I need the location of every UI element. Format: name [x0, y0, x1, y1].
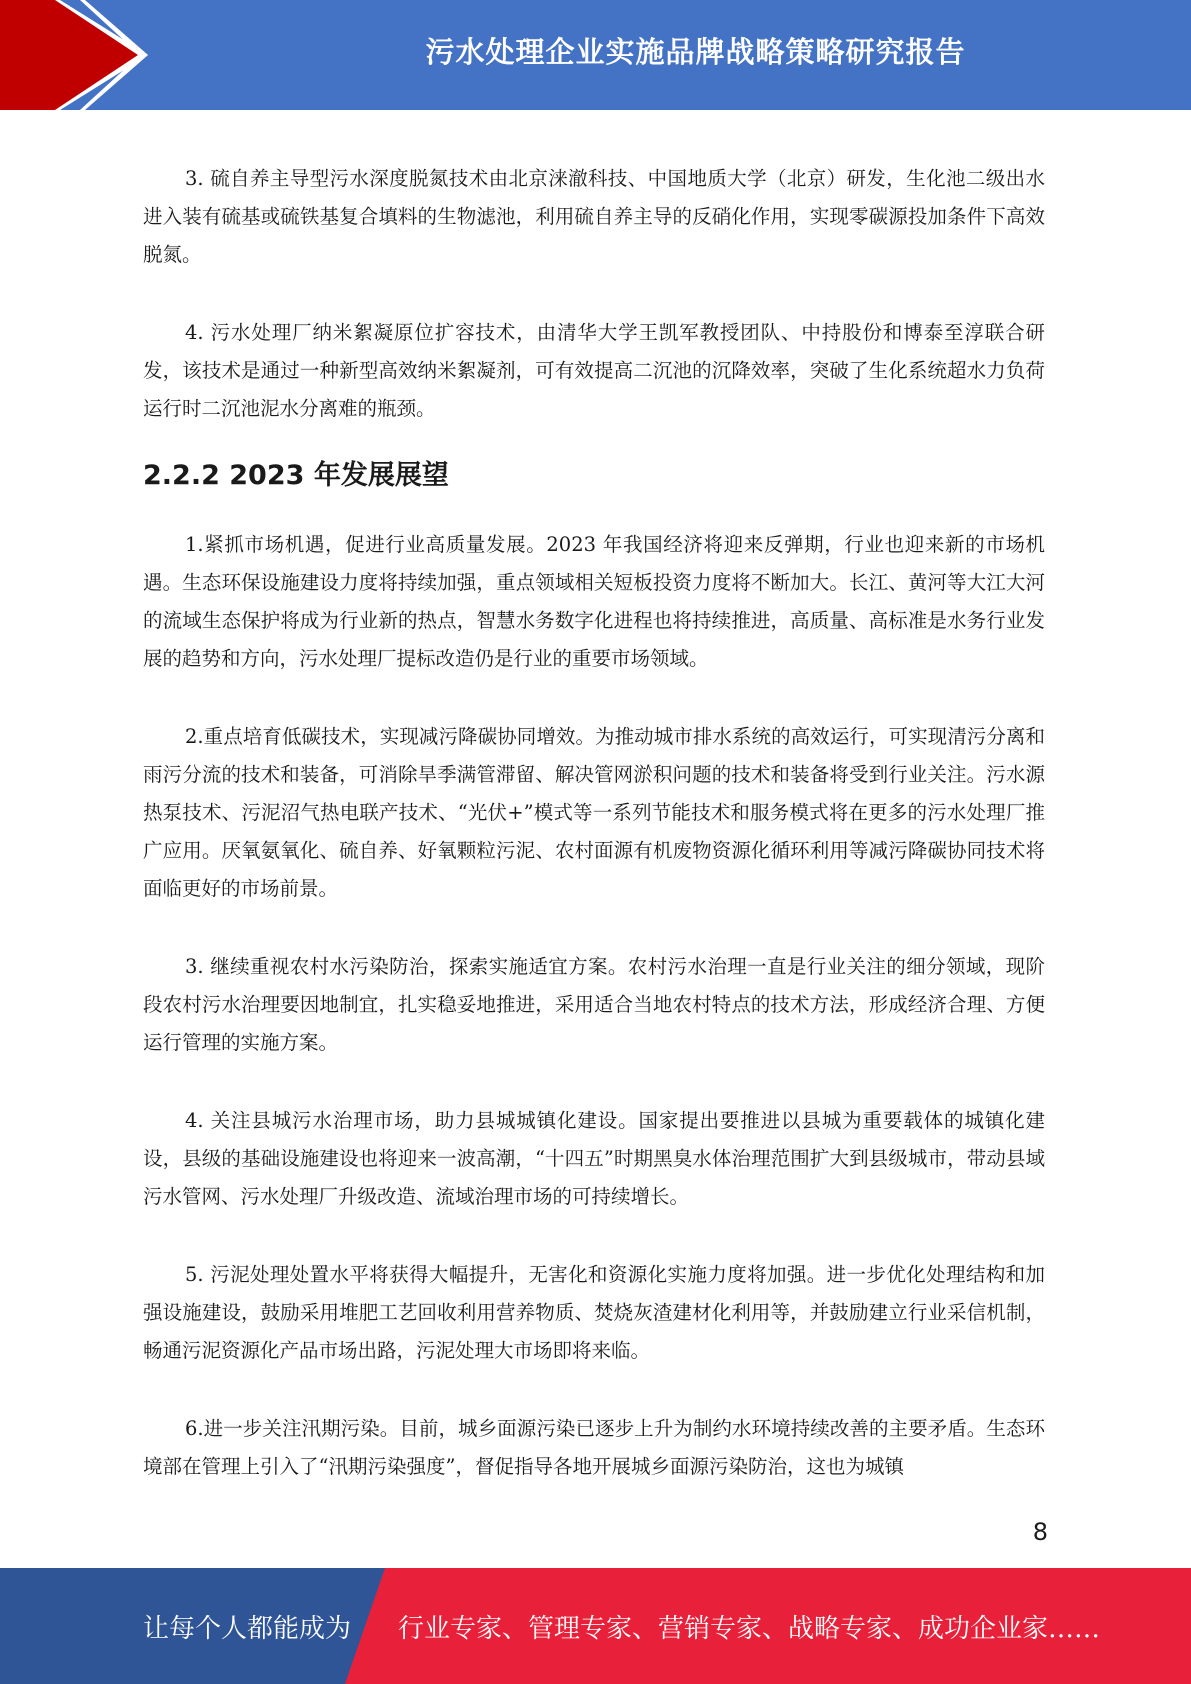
- page-body: [143, 160, 1045, 1486]
- paragraph: 3. 继续重视农村水污染防治，探索实施适宜方案。农村污水治理一直是行业关注的细分领域，现阶段农村污水治理要因地制宜，扎实稳妥地推进，采用适合当地农村特点的技术方法，形成经济合理、方便运行管理的实施方案。: [143, 955, 1045, 1054]
- footer-slogan-right: 行业专家、管理专家、营销专家、战略专家、成功企业家……: [398, 1613, 1101, 1644]
- page-number: 8: [1032, 1518, 1048, 1546]
- paragraph: 1.紧抓市场机遇，促进行业高质量发展。2023 年我国经济将迎来反弹期，行业也迎来新的市场机遇。生态环保设施建设力度将持续加强，重点领域相关短板投资力度将不断加大。长江、黄河等大江大河的流域生态保护将成为行业新的热点，智慧水务数字化进程也将持续推进，高质量、高标准是水务行业发展的趋势和方向，污水处理厂提标改造仍是行业的重要市场领域。: [143, 533, 1045, 670]
- section-heading: 2.2.2 2023 年发展展望: [143, 460, 449, 491]
- paragraph: 3. 硫自养主导型污水深度脱氮技术由北京涞澈科技、中国地质大学（北京）研发，生化池二级出水进入装有硫基或硫铁基复合填料的生物滤池，利用硫自养主导的反硝化作用，实现零碳源投加条件下高效脱氮。: [143, 167, 1045, 266]
- paragraph: 4. 污水处理厂纳米絮凝原位扩容技术，由清华大学王凯军教授团队、中持股份和博泰至淳联合研发，该技术是通过一种新型高效纳米絮凝剂，可有效提高二沉池的沉降效率，突破了生化系统超水力负荷运行时二沉池泥水分离难的瓶颈。: [143, 321, 1045, 420]
- paragraph: 2.重点培育低碳技术，实现减污降碳协同增效。为推动城市排水系统的高效运行，可实现清污分离和雨污分流的技术和装备，可消除旱季满管滞留、解决管网淤积问题的技术和装备将受到行业关注。污水源热泵技术、污泥沼气热电联产技术、“光伏+”模式等一系列节能技术和服务模式将在更多的污水处理厂推广应用。厌氧氨氧化、硫自养、好氧颗粒污泥、农村面源有机废物资源化循环利用等减污降碳协同技术将面临更好的市场前景。: [143, 725, 1045, 900]
- page-footer: [0, 1568, 1191, 1684]
- footer-slogan-left: 让每个人都能成为: [143, 1613, 352, 1644]
- paragraph: 4. 关注县城污水治理市场，助力县城城镇化建设。国家提出要推进以县城为重要载体的城镇化建设，县级的基础设施建设也将迎来一波高潮，“十四五”时期黑臭水体治理范围扩大到县级城市，带动县域污水管网、污水处理厂升级改造、流域治理市场的可持续增长。: [143, 1109, 1045, 1208]
- report-title: 污水处理企业实施品牌战略策略研究报告: [425, 34, 966, 69]
- page-header: [0, 0, 1191, 110]
- paragraph: 6.进一步关注汛期污染。目前，城乡面源污染已逐步上升为制约水环境持续改善的主要矛盾。生态环境部在管理上引入了“汛期污染强度”，督促指导各地开展城乡面源污染防治，这也为城镇: [143, 1417, 1045, 1478]
- paragraph: 5. 污泥处理处置水平将获得大幅提升，无害化和资源化实施力度将加强。进一步优化处理结构和加强设施建设，鼓励采用堆肥工艺回收利用营养物质、焚烧灰渣建材化利用等，并鼓励建立行业采信机制，畅通污泥资源化产品市场出路，污泥处理大市场即将来临。: [143, 1263, 1045, 1362]
